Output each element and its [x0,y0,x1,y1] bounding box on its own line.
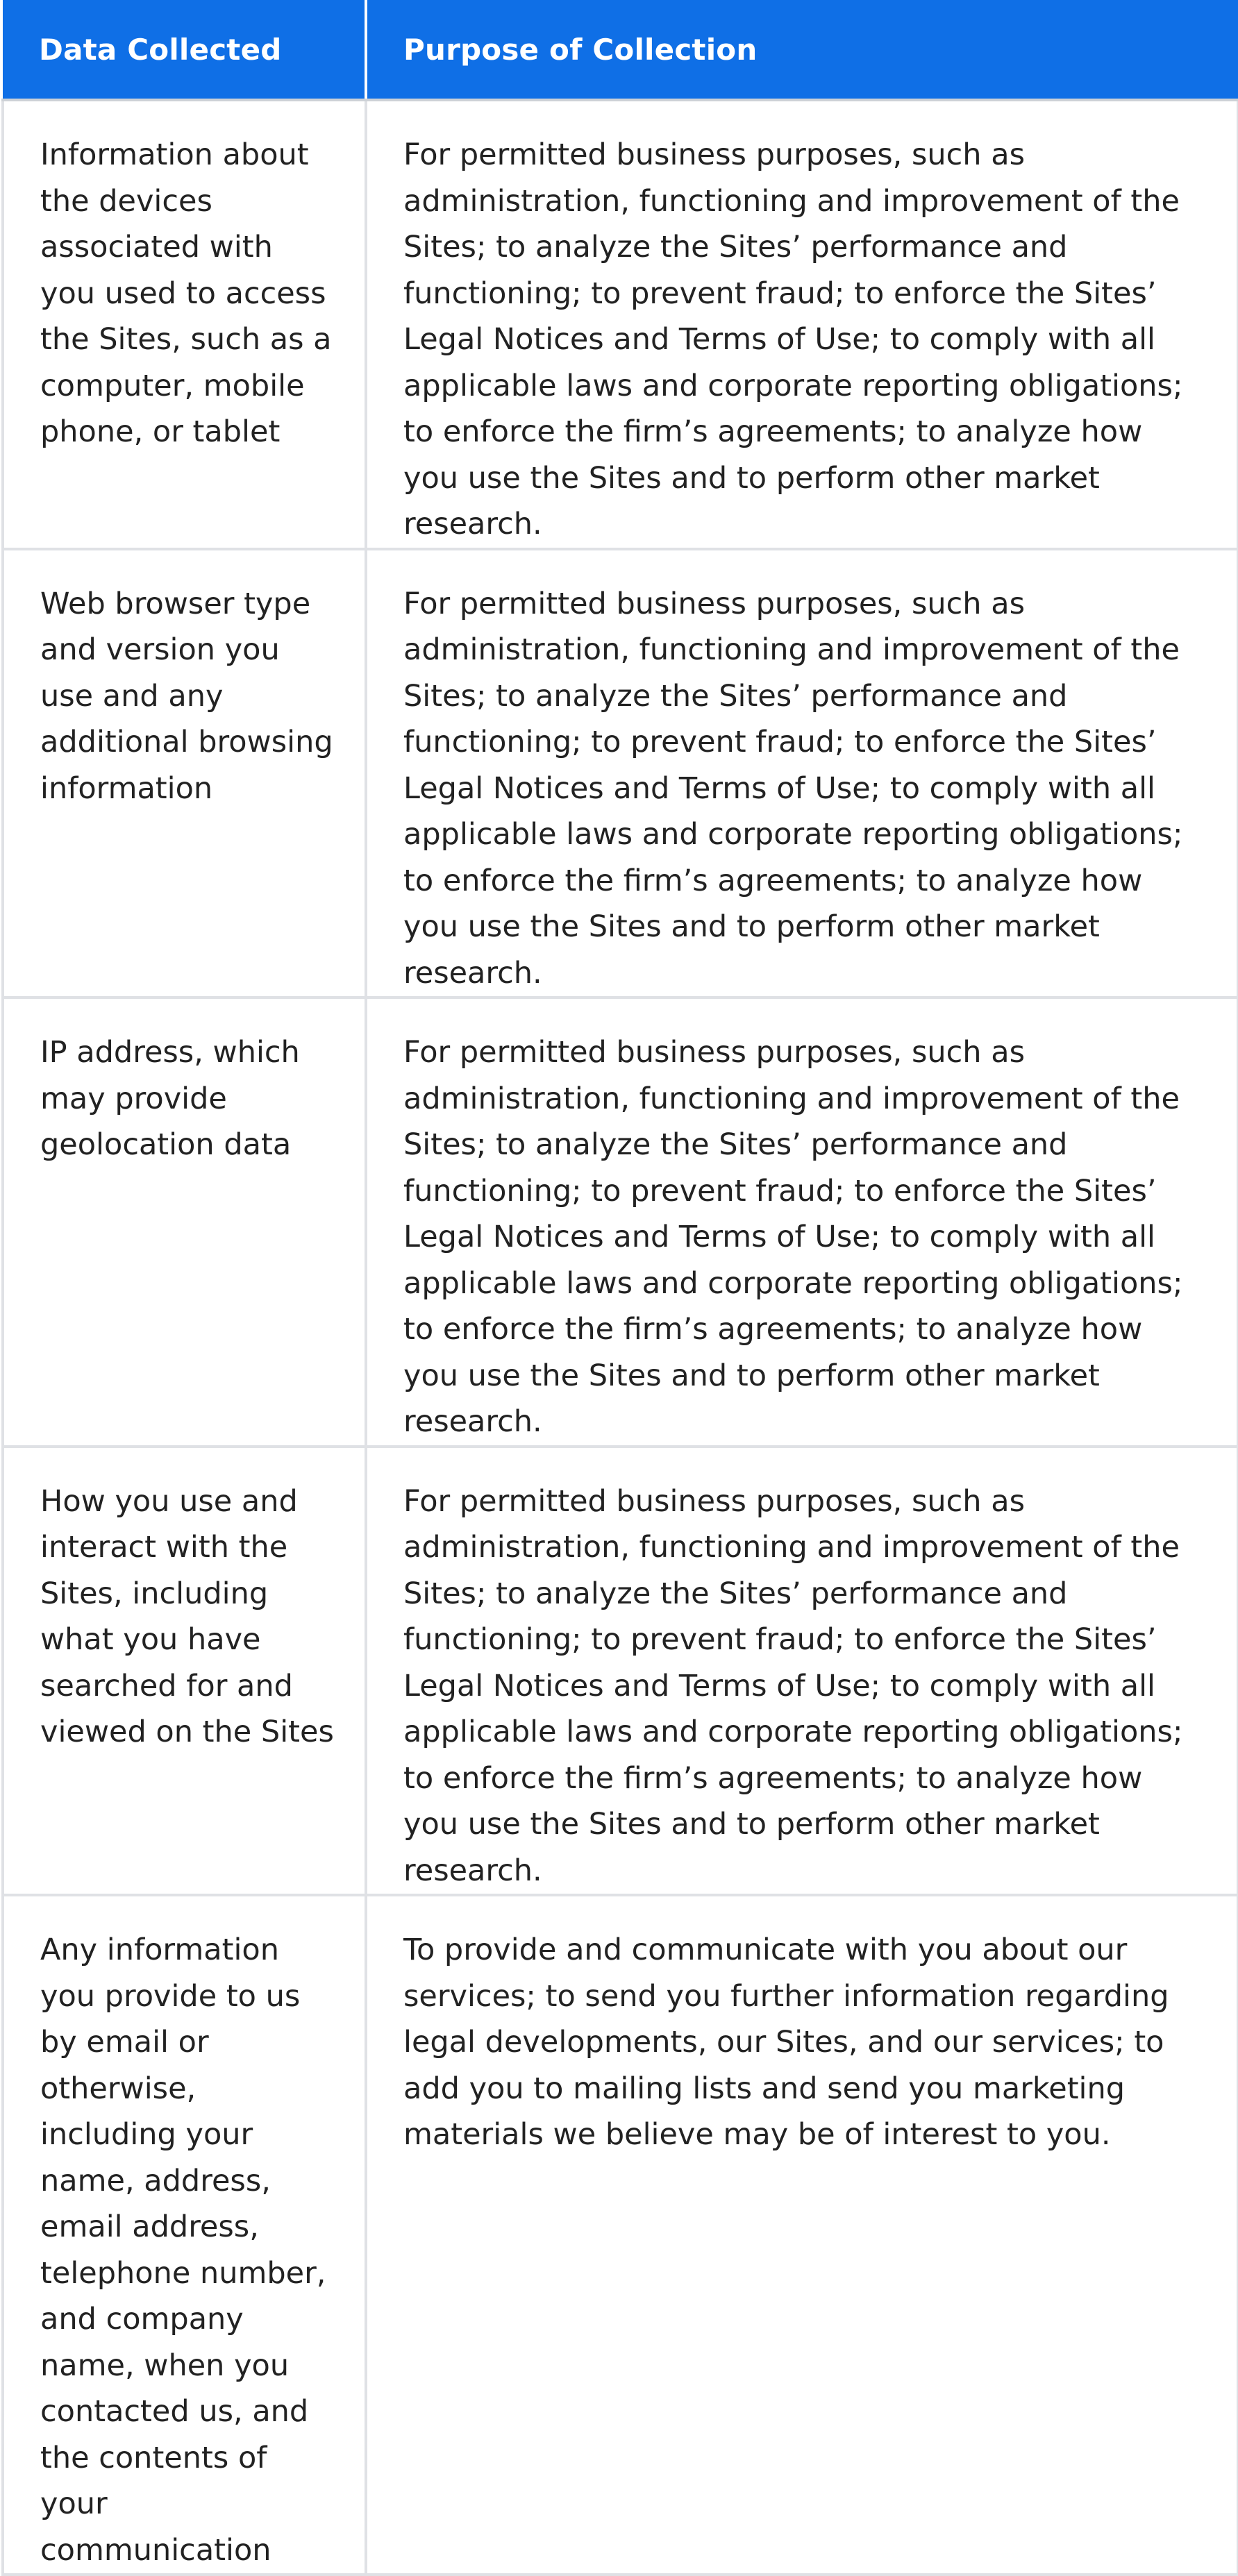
table-row [3,997,1238,1447]
header-purpose-of-collection: Purpose of Collection [366,0,1238,100]
table-header [3,0,1238,100]
purpose-cell: For permitted business purposes, such as administration, functioning and improvement of the Sites; to analyze the Sites’ performance and functioning; to prevent fraud; to enforce the Sites’ Legal Notices and Terms of Use; to comply with all applicable laws and corporate reporting obligations; to enforce the firm’s agreements; to analyze how you use the Sites and to perform other market research. [366,549,1238,998]
data-collected-cell: Any information you provide to us by email or otherwise, including your name, address, email address, telephone number, and company name, when you contacted us, and the contents of your communication [3,1895,366,2575]
data-collected-cell: IP address, which may provide geolocation data [3,997,366,1447]
table-row [3,1895,1238,2575]
purpose-cell: For permitted business purposes, such as administration, functioning and improvement of the Sites; to analyze the Sites’ performance and functioning; to prevent fraud; to enforce the Sites’ Legal Notices and Terms of Use; to comply with all applicable laws and corporate reporting obligations; to enforce the firm’s agreements; to analyze how you use the Sites and to perform other market research. [366,997,1238,1447]
table-header-row [3,0,1238,100]
table-row [3,549,1238,998]
table-body [3,100,1238,2575]
header-data-collected: Data Collected [3,0,366,100]
table-row [3,1447,1238,1896]
purpose-cell: For permitted business purposes, such as administration, functioning and improvement of the Sites; to analyze the Sites’ performance and functioning; to prevent fraud; to enforce the Sites’ Legal Notices and Terms of Use; to comply with all applicable laws and corporate reporting obligations; to enforce the firm’s agreements; to analyze how you use the Sites and to perform other market research. [366,100,1238,549]
data-collection-table [1,0,1238,2576]
purpose-cell: To provide and communicate with you about our services; to send you further information regarding legal developments, our Sites, and our services; to add you to mailing lists and send you marketing materials we believe may be of interest to you. [366,1895,1238,2575]
data-collected-cell: Information about the devices associated with you used to access the Sites, such as a computer, mobile phone, or tablet [3,100,366,549]
data-collected-cell: Web browser type and version you use and any additional browsing information [3,549,366,998]
purpose-cell: For permitted business purposes, such as administration, functioning and improvement of the Sites; to analyze the Sites’ performance and functioning; to prevent fraud; to enforce the Sites’ Legal Notices and Terms of Use; to comply with all applicable laws and corporate reporting obligations; to enforce the firm’s agreements; to analyze how you use the Sites and to perform other market research. [366,1447,1238,1896]
table-row [3,100,1238,549]
data-collected-cell: How you use and interact with the Sites, including what you have searched for and viewed on the Sites [3,1447,366,1896]
